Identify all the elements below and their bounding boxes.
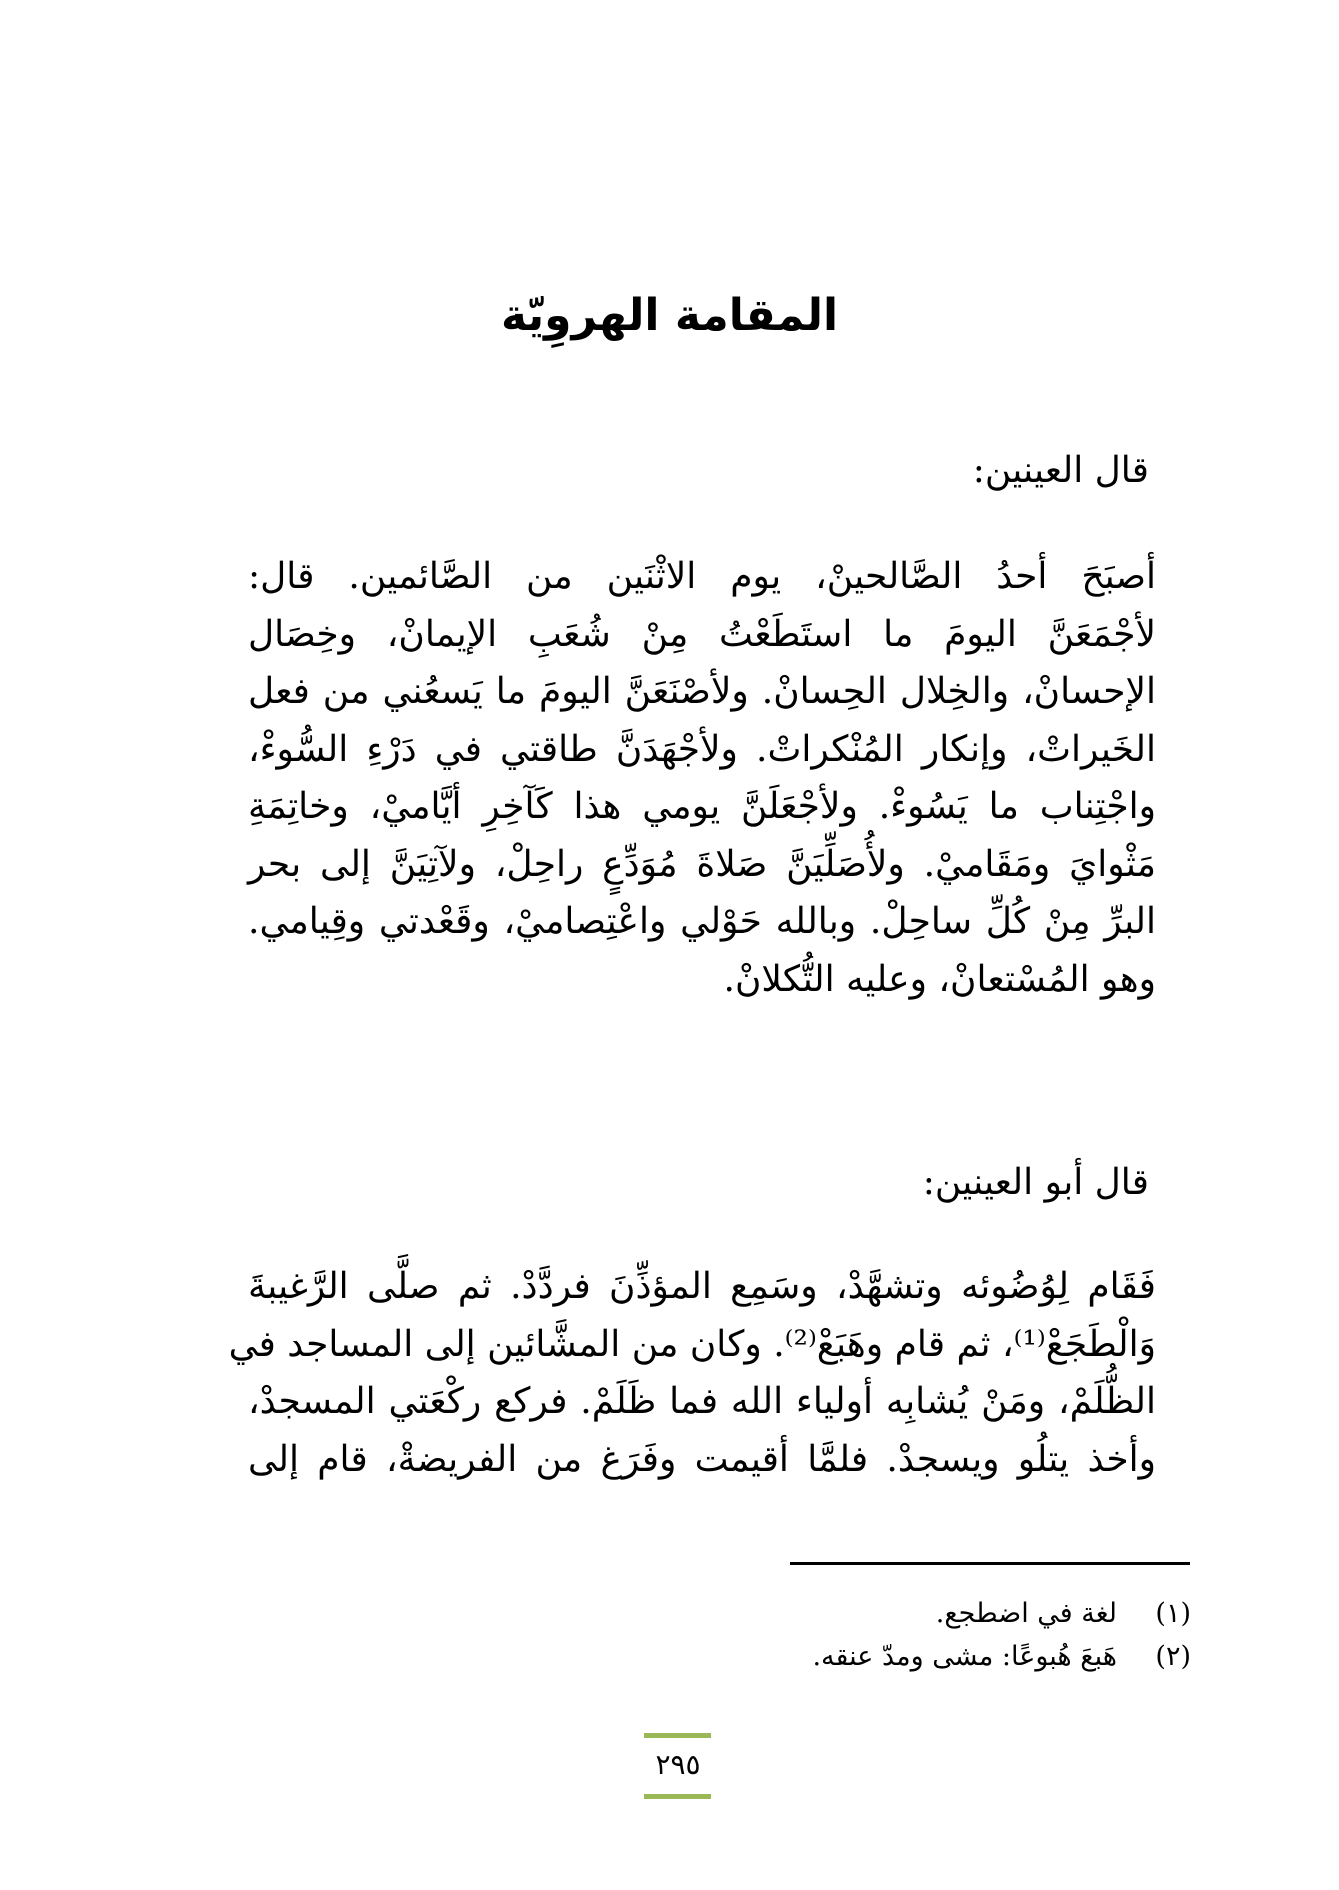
paragraph-1 <box>248 548 1196 1008</box>
text-line: واجْتِناب ما يَسُوءْ. ولأجْعَلَنَّ يومي هذا كَآخِرِ أيَّاميْ، وخاتِمَةِ <box>248 786 1156 827</box>
footnote-text: لغة في اضطجع. <box>935 1598 1117 1629</box>
page-number-bar-top <box>644 1733 711 1738</box>
text-line: أصبَحَ أحدُ الصَّالحينْ، يوم الاثْنَين من الصَّائمين. قال: <box>248 556 1156 597</box>
footnote-number: (١) <box>1155 1598 1191 1629</box>
footnote-number: (٢) <box>1155 1641 1191 1672</box>
text-line: الظُّلَمْ، ومَنْ يُشابِه أولياء الله فما ظَلَمْ. فركع ركْعَتي المسجدْ، <box>248 1381 1156 1422</box>
footnote-2 <box>812 1635 1191 1678</box>
paragraph-2 <box>228 1258 1196 1488</box>
text-line: مَثْوايَ ومَقَاميْ. ولأُصَلِّيَنَّ صَلاةَ مُوَدِّعٍ راحِلْ، ولآتِيَنَّ إلى بحر <box>248 843 1156 885</box>
text-line: البرِّ مِنْ كُلِّ ساحِلْ. وبالله حَوْلي واعْتِصاميْ، وقَعْدتي وقِيامي. <box>248 901 1156 942</box>
text-line: وَالْطَجَعْ⁽¹⁾، ثم قام وهَبَعْ⁽²⁾. وكان من المشَّائين إلى المساجد في <box>228 1323 1156 1365</box>
footnotes <box>812 1592 1191 1678</box>
footnote-text: هَبعَ هُبوعًا: مشى ومدّ عنقه. <box>812 1641 1117 1672</box>
page-number-bar-bottom <box>644 1794 711 1799</box>
speaker-heading-2: قال أبو العينين: <box>922 1162 1149 1203</box>
footnote-1 <box>812 1592 1191 1635</box>
page-title: المقامة الهروِيّة <box>500 290 839 341</box>
text-line: الإحسانْ، والخِلال الحِسانْ. ولأصْنَعَنَّ اليومَ ما يَسعُني من فعل <box>248 671 1156 712</box>
text-line: الخَيراتْ، وإنكار المُنْكراتْ. ولأجْهَدَنَّ طاقتي في دَرْءِ السُّوءْ، <box>248 728 1156 770</box>
footnote-separator <box>790 1562 1190 1565</box>
text-line: وهو المُسْتعانْ، وعليه التُّكلانْ. <box>723 958 1156 1000</box>
text-line: فَقَام لِوُضُوئه وتشهَّدْ، وسَمِع المؤذِّنَ فردَّدْ. ثم صلَّى الرَّغيبةَ <box>248 1266 1156 1307</box>
text-line: وأخذ يتلُو ويسجدْ. فلمَّا أقيمت وفَرَغ من الفريضةْ، قام إلى <box>248 1438 1156 1480</box>
speaker-heading-1: قال العينين: <box>972 450 1149 491</box>
page-number: ٢٩٥ <box>655 1748 701 1781</box>
text-line: لأجْمَعَنَّ اليومَ ما استَطَعْتُ مِنْ شُعَبِ الإيمانْ، وخِصَال <box>248 613 1156 655</box>
